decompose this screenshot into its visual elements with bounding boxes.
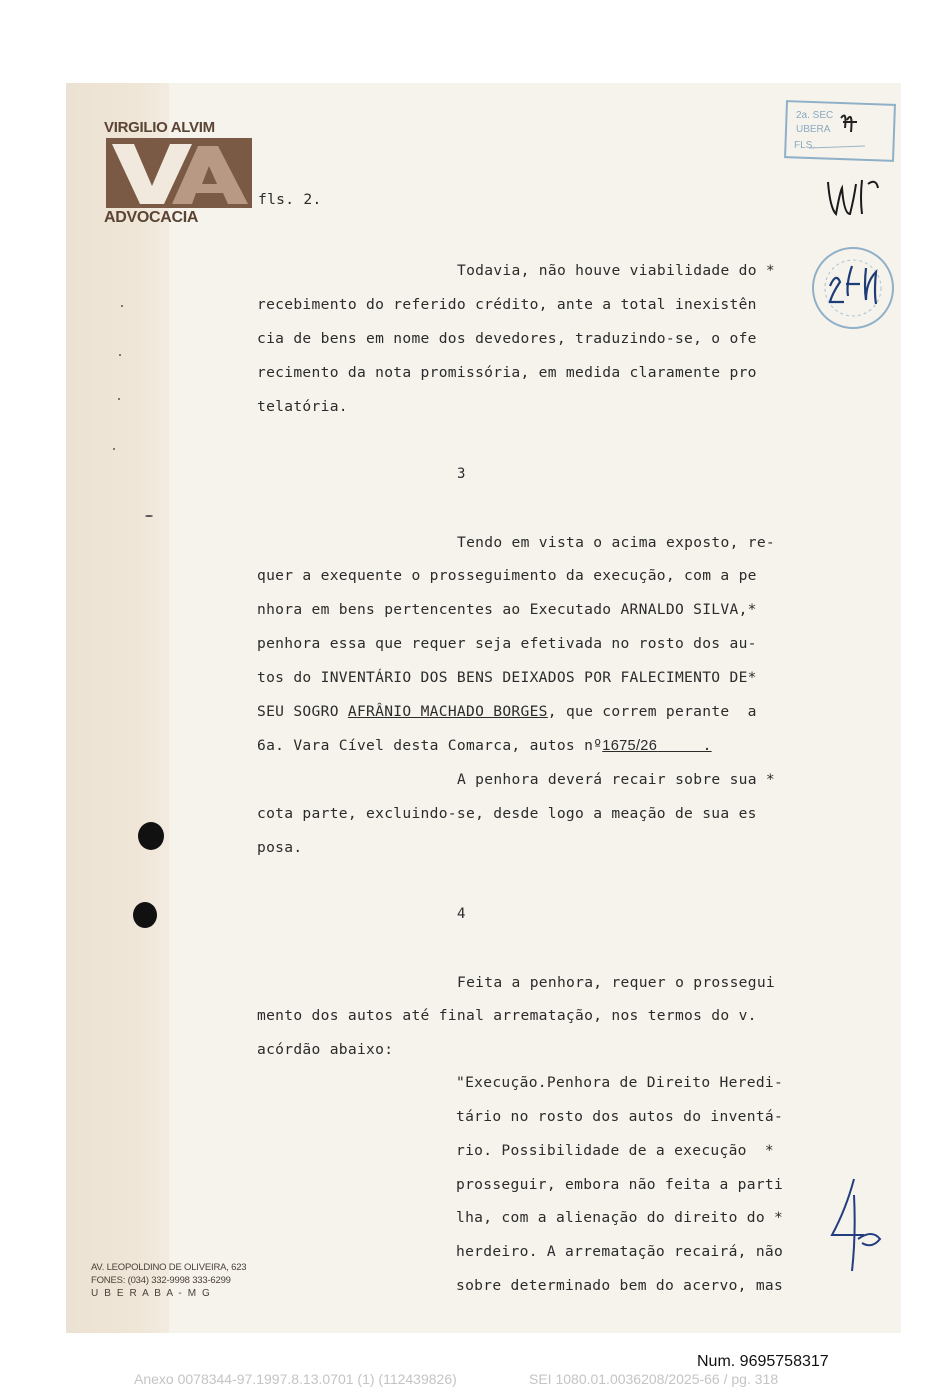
- para2-line-2: quer a exequente o prosseguimento da execução, com a pe: [257, 567, 757, 584]
- para1-line-2: recebimento do referido crédito, ante a total inexistên: [257, 296, 757, 313]
- para2-line-6-end: , que correm perante a: [547, 703, 757, 720]
- firm-name: VIRGILIO ALVIM: [104, 119, 215, 136]
- para3-line-1: A penhora deverá recair sobre sua *: [457, 771, 776, 788]
- document-number: Num. 9695758317: [697, 1353, 829, 1370]
- quote-line-6: herdeiro. A arrematação recairá, não: [456, 1243, 784, 1260]
- para4-line-1: Feita a penhora, requer o prossegui: [457, 974, 776, 991]
- annex-reference: Anexo 0078344-97.1997.8.13.0701 (1) (112439826): [134, 1371, 457, 1387]
- para2-line-1: Tendo em vista o acima exposto, re-: [457, 534, 776, 551]
- section-number-4: 4: [457, 906, 466, 922]
- firm-city: U B E R A B A - M G: [91, 1288, 212, 1299]
- speck: [119, 354, 121, 356]
- round-court-stamp: [806, 238, 896, 334]
- speck: [113, 448, 115, 450]
- quote-line-2: tário no rosto dos autos do inventá-: [456, 1108, 784, 1125]
- para2-line-7-start: 6a. Vara Cível desta Comarca, autos nº: [257, 737, 603, 754]
- handwritten-initials: [822, 176, 882, 220]
- deceased-name: AFRÂNIO MACHADO BORGES: [347, 703, 548, 720]
- quote-line-5: lha, com a alienação do direito do *: [456, 1209, 784, 1226]
- section-number-3: 3: [457, 466, 466, 482]
- firm-phones: FONES: (034) 332-9998 333-6299: [91, 1275, 231, 1286]
- speck: [118, 398, 120, 400]
- quote-line-7: sobre determinado bem do acervo, mas: [456, 1277, 784, 1294]
- sei-reference: SEI 1080.01.0036208/2025-66 / pg. 318: [529, 1371, 779, 1387]
- para4-line-3: acórdão abaixo:: [257, 1041, 394, 1058]
- stamp-line-1: 2a. SEC: [796, 110, 834, 121]
- para2-line-3: nhora em bens pertencentes ao Executado ARNALDO SILVA,*: [257, 601, 757, 618]
- quote-line-3: rio. Possibilidade de a execução *: [456, 1142, 775, 1159]
- punch-hole-top: [138, 822, 164, 850]
- speck: [121, 305, 123, 307]
- para4-line-2: mento dos autos até final arrematação, nos termos do v.: [257, 1007, 757, 1024]
- para3-line-2: cota parte, excluindo-se, desde logo a meação de sua es: [257, 805, 757, 822]
- firm-address: AV. LEOPOLDINO DE OLIVEIRA, 623: [91, 1262, 247, 1273]
- quote-line-4: prosseguir, embora não feita a parti: [456, 1176, 784, 1193]
- para2-line-7: [257, 737, 712, 754]
- para1-line-4: recimento da nota promissória, em medida claramente pro: [257, 364, 757, 381]
- stamp-fls-label: FLS.: [794, 140, 816, 151]
- para1-line-1: Todavia, não houve viabilidade do *: [457, 262, 776, 279]
- para2-line-6-start: SEU SOGRO: [257, 703, 348, 720]
- firm-type: ADVOCACIA: [104, 209, 199, 226]
- para2-line-4: penhora essa que requer seja efetivada no rosto dos au-: [257, 635, 757, 652]
- para2-line-7-end: .: [657, 737, 712, 754]
- quote-line-1: "Execução.Penhora de Direito Heredi-: [456, 1074, 784, 1091]
- para1-line-5: telatória.: [257, 398, 348, 415]
- letterhead-margin-band: [66, 83, 169, 1333]
- speck: [145, 515, 153, 517]
- stamp-line-2: UBERA: [796, 124, 831, 135]
- para2-line-5: tos do INVENTÁRIO DOS BENS DEIXADOS POR FALECIMENTO DE*: [257, 669, 757, 686]
- para1-line-3: cia de bens em nome dos devedores, traduzindo-se, o ofe: [257, 330, 757, 347]
- para3-line-3: posa.: [257, 839, 303, 856]
- handwritten-mark: [828, 1175, 888, 1275]
- case-number: 1675/26: [602, 738, 658, 754]
- page-reference: fls. 2.: [258, 191, 322, 208]
- firm-logo-mark: [106, 138, 252, 208]
- punch-hole-bottom: [133, 902, 157, 928]
- para2-line-6: [257, 703, 757, 720]
